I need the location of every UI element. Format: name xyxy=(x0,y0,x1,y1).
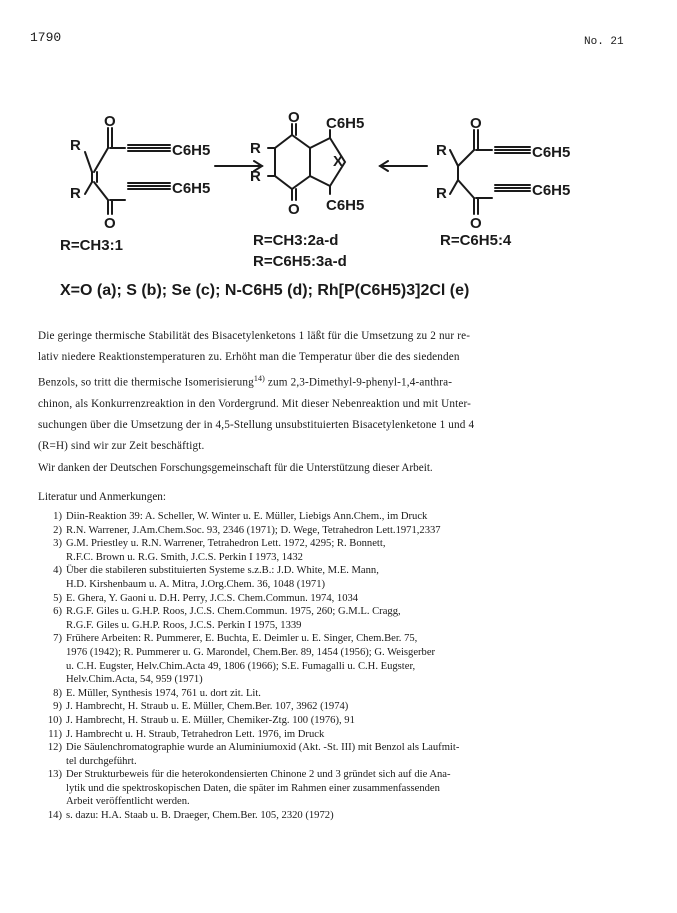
reference-item xyxy=(38,592,648,606)
svg-text:C6H5: C6H5 xyxy=(326,197,365,214)
svg-text:C6H5: C6H5 xyxy=(172,180,211,197)
reference-line: Diin-Reaktion 39: A. Scheller, W. Winter u. E. Müller, Liebigs Ann.Chem., im Druck xyxy=(66,511,428,522)
reference-line: tel durchgeführt. xyxy=(66,755,137,767)
journal-number: No. 21 xyxy=(584,36,624,48)
svg-text:R: R xyxy=(250,140,261,157)
reference-line: Frühere Arbeiten: R. Pummerer, E. Buchta, E. Deimler u. E. Singer, Chem.Ber. 75, xyxy=(66,633,418,645)
reference-line: lytik und die spektroskopischen Daten, die später im Rahmen einer zusammenfassenden xyxy=(66,782,440,794)
reference-item xyxy=(38,537,648,564)
reference-number: 12) xyxy=(47,742,62,754)
svg-text:O: O xyxy=(104,113,116,130)
compound-4-structure xyxy=(450,130,530,214)
reference-number: 2) xyxy=(53,524,62,536)
reference-line: R.N. Warrener, J.Am.Chem.Soc. 93, 2346 (1971); D. Wege, Tetrahedron Lett.1971,2337 xyxy=(66,524,441,536)
reference-item xyxy=(38,564,648,591)
reference-number: 6) xyxy=(53,606,62,618)
reference-item xyxy=(38,510,648,524)
svg-text:C6H5: C6H5 xyxy=(326,115,365,132)
reference-line: 1976 (1942); R. Pummerer u. G. Marondel, Chem.Ber. 89, 1454 (1956); G. Weisgerber xyxy=(66,646,436,658)
reference-item xyxy=(38,741,648,768)
reference-line: Der Strukturbeweis für die heterokondensierten Chinone 2 und 3 gründet sich auf die Ana- xyxy=(66,769,451,781)
reference-line: Arbeit veröffentlicht werden. xyxy=(66,796,190,808)
svg-text:O: O xyxy=(288,109,300,126)
reference-item xyxy=(38,728,648,742)
compound-3-label: R=C6H5:3a-d xyxy=(253,253,347,270)
reference-line: R.G.F. Giles u. G.H.P. Roos, J.C.S. Perkin I 1975, 1339 xyxy=(66,619,302,631)
acknowledgement: Wir danken der Deutschen Forschungsgemeinschaft für die Unterstützung dieser Arbeit. xyxy=(38,462,433,474)
reference-line: J. Hambrecht u. H. Straub, Tetrahedron Lett. 1976, im Druck xyxy=(66,728,325,740)
svg-text:O: O xyxy=(470,215,482,232)
reference-line: u. C.H. Eugster, Helv.Chim.Acta 49, 1806 (1966); S.E. Fumagalli u. C.H. Eugster, xyxy=(66,660,416,672)
compound-1-structure xyxy=(85,128,170,214)
reference-item xyxy=(38,768,648,809)
x-definitions: X=O (a); S (b); Se (c); N-C6H5 (d); Rh[P(C6H5)3]2Cl (e) xyxy=(60,282,470,299)
body-paragraph xyxy=(38,326,638,457)
svg-text:R: R xyxy=(436,142,447,159)
body-line: lativ niedere Reaktionstemperaturen zu. Erhöht man die Temperatur über die des siedenden xyxy=(38,351,460,363)
body-line: chinon, als Konkurrenzreaktion in den Vordergrund. Mit dieser Nebenreaktion und mit Unter- xyxy=(38,397,472,410)
body-line: suchungen über die Umsetzung der in 4,5-Stellung unsubstituierten Bisacetylenketone 1 und 4 xyxy=(38,418,475,431)
reaction-scheme xyxy=(0,0,677,320)
svg-text:O: O xyxy=(104,215,116,232)
reference-list xyxy=(38,510,648,823)
body-line xyxy=(38,368,638,394)
reference-number: 14) xyxy=(47,810,62,822)
references-heading: Literatur und Anmerkungen: xyxy=(38,491,167,503)
svg-text:R: R xyxy=(70,185,81,202)
compound-1-label: R=CH3:1 xyxy=(60,237,123,254)
svg-text:C6H5: C6H5 xyxy=(532,144,571,161)
reference-line: H.D. Kirshenbaum u. A. Mitra, J.Org.Chem. 36, 1048 (1971) xyxy=(66,578,326,590)
reference-line: E. Müller, Synthesis 1974, 761 u. dort zit. Lit. xyxy=(66,687,261,699)
svg-text:O: O xyxy=(470,115,482,132)
reference-number: 10) xyxy=(47,714,62,726)
svg-text:C6H5: C6H5 xyxy=(172,142,211,159)
reference-number: 4) xyxy=(53,565,62,577)
reference-number: 1) xyxy=(53,511,62,522)
body-line-part: Benzols, so tritt die thermische Isomerisierung xyxy=(38,376,254,389)
reference-line: R.F.C. Brown u. R.G. Smith, J.C.S. Perkin I 1973, 1432 xyxy=(66,551,303,563)
reference-line: Die Säulenchromatographie wurde an Aluminiumoxid (Akt. -St. III) mit Benzol als Laufmit- xyxy=(66,742,460,754)
reference-line: G.M. Priestley u. R.N. Warrener, Tetrahedron Lett. 1972, 4295; R. Bonnett, xyxy=(66,538,386,550)
svg-text:R: R xyxy=(250,168,261,185)
reference-line: R.G.F. Giles u. G.H.P. Roos, J.C.S. Chem.Commun. 1975, 260; G.M.L. Cragg, xyxy=(66,606,401,618)
reference-line: J. Hambrecht, H. Straub u. E. Müller, Chem.Ber. 107, 3962 (1974) xyxy=(66,701,349,713)
svg-text:C6H5: C6H5 xyxy=(532,182,571,199)
reference-number: 11) xyxy=(48,728,62,740)
reference-line: Über die stabileren substituierten Systeme s.z.B.: J.D. White, M.E. Mann, xyxy=(66,565,379,577)
reference-number: 7) xyxy=(53,633,62,645)
reference-number: 8) xyxy=(53,687,62,699)
reference-item xyxy=(38,714,648,728)
compound-2-label: R=CH3:2a-d xyxy=(253,232,339,249)
reference-number: 9) xyxy=(53,701,62,713)
reference-item xyxy=(38,687,648,701)
reference-line: E. Ghera, Y. Gaoni u. D.H. Perry, J.C.S. Chem.Commun. 1974, 1034 xyxy=(66,592,359,604)
svg-text:R: R xyxy=(70,137,81,154)
reference-number: 5) xyxy=(53,592,62,604)
reference-number: 3) xyxy=(53,538,62,550)
reference-line: s. dazu: H.A. Staab u. B. Draeger, Chem.Ber. 105, 2320 (1972) xyxy=(66,810,334,822)
reference-item xyxy=(38,605,648,632)
body-line: (R=H) sind wir zur Zeit beschäftigt. xyxy=(38,439,205,452)
reference-item xyxy=(38,524,648,538)
reference-item xyxy=(38,809,648,823)
svg-text:X: X xyxy=(333,153,344,170)
svg-text:O: O xyxy=(288,201,300,218)
body-line: Die geringe thermische Stabilität des Bisacetylenketons 1 läßt für die Umsetzung zu 2 nur re- xyxy=(38,330,471,342)
page-number: 1790 xyxy=(30,30,62,45)
reference-number: 13) xyxy=(47,769,62,781)
svg-text:R: R xyxy=(436,185,447,202)
reference-item xyxy=(38,632,648,686)
body-line-part: zum 2,3-Dimethyl-9-phenyl-1,4-anthra- xyxy=(264,376,453,389)
reference-line: Helv.Chim.Acta, 54, 959 (1971) xyxy=(66,674,203,686)
footnote-marker: 14) xyxy=(253,374,265,383)
reference-item xyxy=(38,700,648,714)
compound-4-label: R=C6H5:4 xyxy=(440,232,512,249)
reference-line: J. Hambrecht, H. Straub u. E. Müller, Chemiker-Ztg. 100 (1976), 91 xyxy=(66,714,355,726)
